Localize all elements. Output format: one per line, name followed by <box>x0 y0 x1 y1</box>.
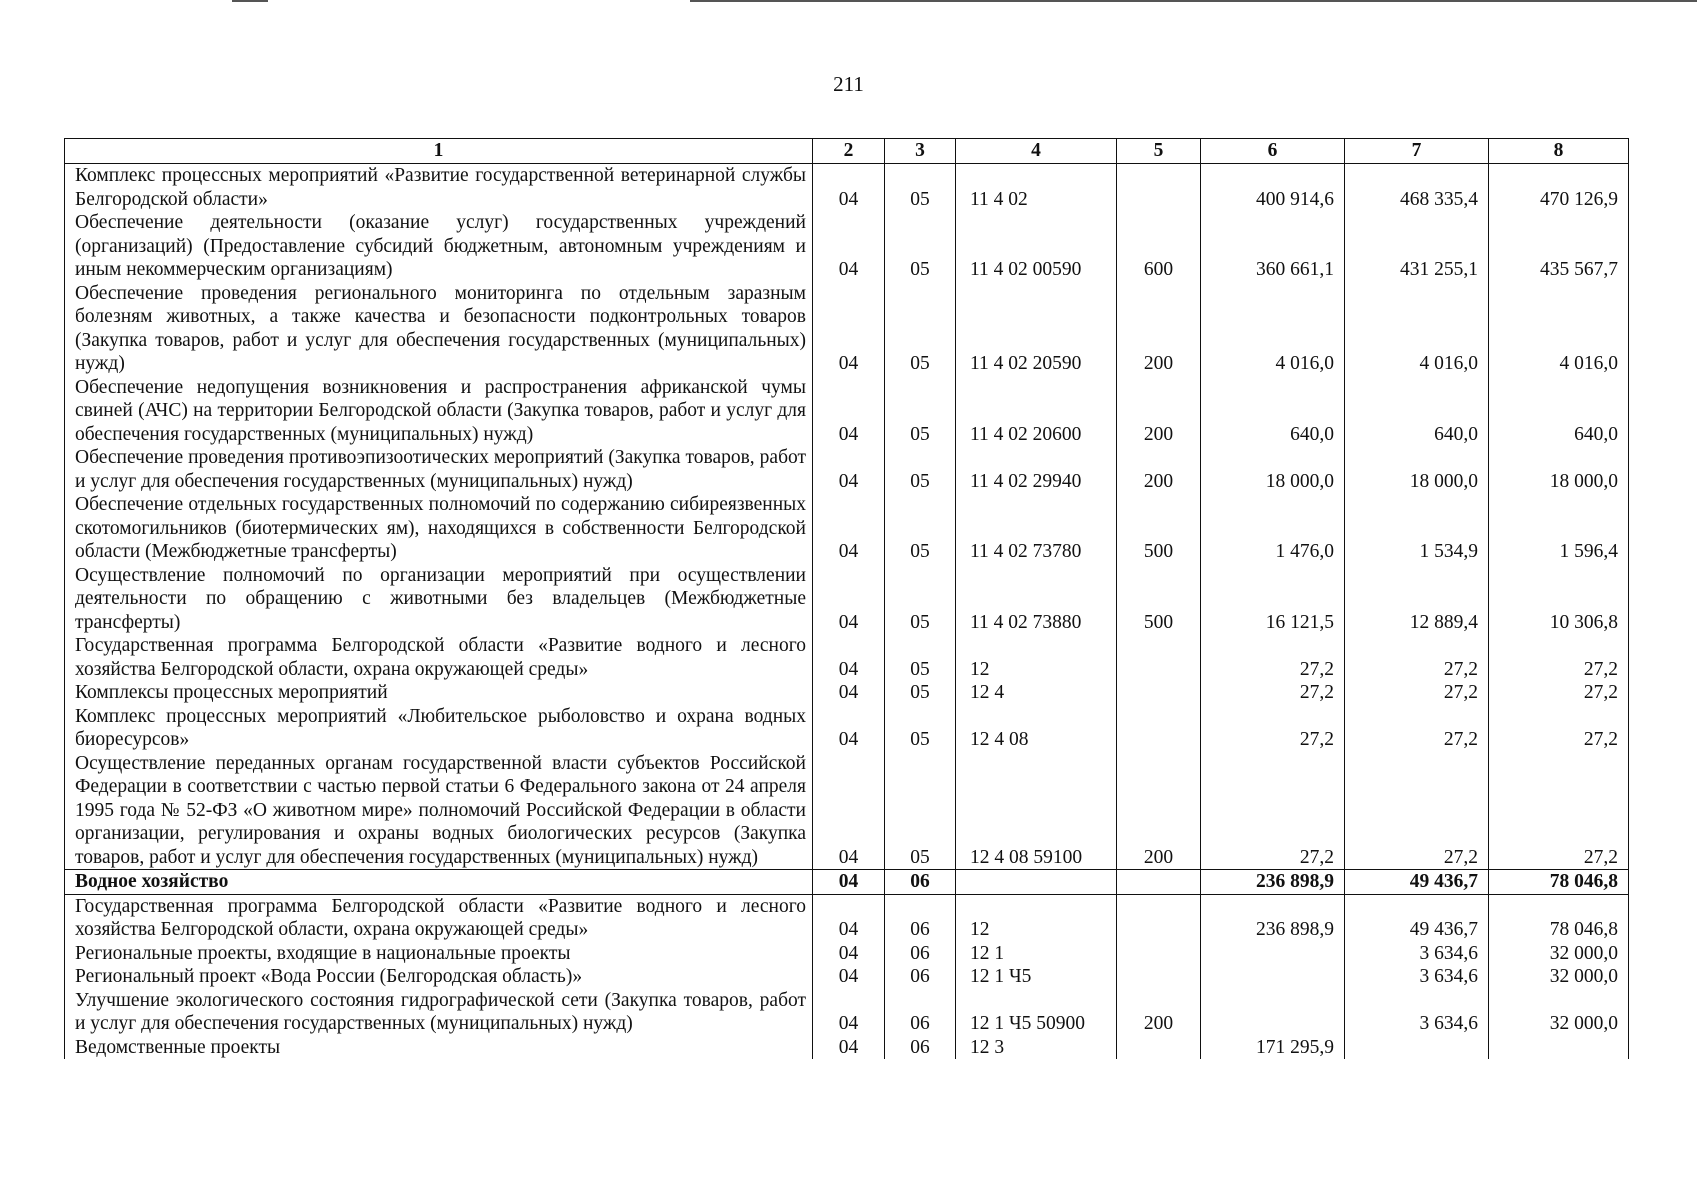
row-amount-col8: 10 306,8 <box>1489 564 1629 635</box>
row-section-code: 04 <box>813 211 885 282</box>
row-section-code: 04 <box>813 989 885 1036</box>
row-name: Обеспечение недопущения возникновения и распространения африканской чумы свиней (АЧС) на территории Белгородской области (Закупка товаров, работ и услуг для обеспечения государственных (муниципальных) нужд) <box>65 376 813 447</box>
row-section-code: 04 <box>813 376 885 447</box>
row-target-article: 12 <box>956 894 1117 942</box>
row-amount-col6: 16 121,5 <box>1201 564 1345 635</box>
row-amount-col7: 640,0 <box>1345 376 1489 447</box>
row-amount-col6: 360 661,1 <box>1201 211 1345 282</box>
row-expense-type: 200 <box>1117 989 1201 1036</box>
row-expense-type <box>1117 164 1201 212</box>
row-amount-col6: 27,2 <box>1201 634 1345 681</box>
row-amount-col8: 27,2 <box>1489 752 1629 870</box>
row-amount-col8: 32 000,0 <box>1489 989 1629 1036</box>
budget-table <box>64 138 1629 1059</box>
page-number: 211 <box>833 72 864 96</box>
row-expense-type <box>1117 894 1201 942</box>
row-section-code: 04 <box>813 681 885 705</box>
row-amount-col8: 78 046,8 <box>1489 870 1629 895</box>
row-name: Ведомственные проекты <box>65 1036 813 1060</box>
row-name: Осуществление полномочий по организации мероприятий при осуществлении деятельности по обращению с животными без владельцев (Межбюджетные трансферты) <box>65 564 813 635</box>
table-row <box>65 634 1629 681</box>
row-amount-col6: 236 898,9 <box>1201 894 1345 942</box>
row-amount-col8: 1 596,4 <box>1489 493 1629 564</box>
row-expense-type <box>1117 965 1201 989</box>
row-name: Комплекс процессных мероприятий «Развитие государственной ветеринарной службы Белгородской области» <box>65 164 813 212</box>
row-subsection-code: 05 <box>885 564 956 635</box>
row-subsection-code: 06 <box>885 942 956 966</box>
header-col-7: 7 <box>1345 139 1489 164</box>
row-name: Государственная программа Белгородской области «Развитие водного и лесного хозяйства Белгородской области, охрана окружающей среды» <box>65 894 813 942</box>
row-amount-col6: 640,0 <box>1201 376 1345 447</box>
row-subsection-code: 05 <box>885 282 956 376</box>
row-name: Комплекс процессных мероприятий «Любительское рыболовство и охрана водных биоресурсов» <box>65 705 813 752</box>
row-target-article <box>956 870 1117 895</box>
row-section-code: 04 <box>813 493 885 564</box>
row-name: Государственная программа Белгородской области «Развитие водного и лесного хозяйства Белгородской области, охрана окружающей среды» <box>65 634 813 681</box>
row-section-code: 04 <box>813 1036 885 1060</box>
row-name: Улучшение экологического состояния гидрографической сети (Закупка товаров, работ и услуг для обеспечения государственных (муниципальных) нужд) <box>65 989 813 1036</box>
row-expense-type <box>1117 634 1201 681</box>
row-target-article: 11 4 02 00590 <box>956 211 1117 282</box>
row-expense-type <box>1117 1036 1201 1060</box>
top-rule-left <box>232 0 268 2</box>
row-name: Обеспечение проведения регионального мониторинга по отдельным заразным болезням животных, а также качества и безопасности подконтрольных товаров (Закупка товаров, работ и услуг для обеспечения государственных (муниципальных) нужд) <box>65 282 813 376</box>
row-subsection-code: 06 <box>885 965 956 989</box>
row-expense-type <box>1117 870 1201 895</box>
header-col-2: 2 <box>813 139 885 164</box>
header-col-6: 6 <box>1201 139 1345 164</box>
row-subsection-code: 05 <box>885 752 956 870</box>
row-name: Обеспечение проведения противоэпизоотических мероприятий (Закупка товаров, работ и услуг для обеспечения государственных (муниципальных) нужд) <box>65 446 813 493</box>
row-expense-type <box>1117 942 1201 966</box>
top-rule-right <box>690 0 1697 2</box>
row-target-article: 12 1 <box>956 942 1117 966</box>
header-col-3: 3 <box>885 139 956 164</box>
row-name: Комплексы процессных мероприятий <box>65 681 813 705</box>
row-subsection-code: 05 <box>885 493 956 564</box>
row-section-code: 04 <box>813 164 885 212</box>
header-col-5: 5 <box>1117 139 1201 164</box>
table-row <box>65 989 1629 1036</box>
row-subsection-code: 05 <box>885 211 956 282</box>
row-name: Обеспечение отдельных государственных полномочий по содержанию сибиреязвенных скотомогильников (биотермических ям), находящихся в собственности Белгородской области (Межбюджетные трансферты) <box>65 493 813 564</box>
row-subsection-code: 05 <box>885 446 956 493</box>
row-subsection-code: 06 <box>885 870 956 895</box>
table-row <box>65 446 1629 493</box>
row-amount-col6: 27,2 <box>1201 752 1345 870</box>
row-expense-type <box>1117 681 1201 705</box>
row-amount-col7: 12 889,4 <box>1345 564 1489 635</box>
row-target-article: 11 4 02 20590 <box>956 282 1117 376</box>
table-row <box>65 564 1629 635</box>
row-section-code: 04 <box>813 564 885 635</box>
row-subsection-code: 06 <box>885 1036 956 1060</box>
row-amount-col8: 32 000,0 <box>1489 942 1629 966</box>
row-target-article: 12 1 Ч5 50900 <box>956 989 1117 1036</box>
row-name: Региональный проект «Вода России (Белгородская область)» <box>65 965 813 989</box>
header-col-1: 1 <box>65 139 813 164</box>
row-amount-col7: 1 534,9 <box>1345 493 1489 564</box>
row-amount-col7: 18 000,0 <box>1345 446 1489 493</box>
header-col-4: 4 <box>956 139 1117 164</box>
row-amount-col8: 27,2 <box>1489 681 1629 705</box>
table-row <box>65 1036 1629 1060</box>
row-amount-col7: 27,2 <box>1345 705 1489 752</box>
row-target-article: 12 4 <box>956 681 1117 705</box>
row-amount-col7: 3 634,6 <box>1345 942 1489 966</box>
row-amount-col8: 27,2 <box>1489 634 1629 681</box>
header-row <box>65 139 1629 164</box>
row-amount-col7: 3 634,6 <box>1345 989 1489 1036</box>
table-row <box>65 965 1629 989</box>
row-expense-type: 200 <box>1117 376 1201 447</box>
row-amount-col7: 431 255,1 <box>1345 211 1489 282</box>
row-name: Обеспечение деятельности (оказание услуг) государственных учреждений (организаций) (Предоставление субсидий бюджетным, автономным учреждениям и иным некоммерческим организациям) <box>65 211 813 282</box>
row-target-article: 12 4 08 <box>956 705 1117 752</box>
row-section-code: 04 <box>813 752 885 870</box>
row-amount-col7: 27,2 <box>1345 752 1489 870</box>
row-amount-col6 <box>1201 965 1345 989</box>
row-amount-col6: 4 016,0 <box>1201 282 1345 376</box>
row-subsection-code: 06 <box>885 989 956 1036</box>
table-row <box>65 493 1629 564</box>
row-name: Региональные проекты, входящие в национальные проекты <box>65 942 813 966</box>
table-row <box>65 211 1629 282</box>
row-amount-col6: 236 898,9 <box>1201 870 1345 895</box>
row-amount-col6: 27,2 <box>1201 681 1345 705</box>
row-target-article: 12 <box>956 634 1117 681</box>
row-target-article: 12 1 Ч5 <box>956 965 1117 989</box>
row-amount-col6: 171 295,9 <box>1201 1036 1345 1060</box>
table-row <box>65 681 1629 705</box>
table-row <box>65 752 1629 870</box>
row-subsection-code: 05 <box>885 634 956 681</box>
row-expense-type: 500 <box>1117 564 1201 635</box>
row-section-code: 04 <box>813 446 885 493</box>
header-col-8: 8 <box>1489 139 1629 164</box>
row-amount-col6: 400 914,6 <box>1201 164 1345 212</box>
row-section-code: 04 <box>813 965 885 989</box>
row-target-article: 11 4 02 73780 <box>956 493 1117 564</box>
row-amount-col6 <box>1201 989 1345 1036</box>
row-section-code: 04 <box>813 705 885 752</box>
row-expense-type <box>1117 705 1201 752</box>
row-amount-col8: 640,0 <box>1489 376 1629 447</box>
row-expense-type: 200 <box>1117 752 1201 870</box>
row-amount-col8: 470 126,9 <box>1489 164 1629 212</box>
row-amount-col7: 49 436,7 <box>1345 894 1489 942</box>
row-amount-col8 <box>1489 1036 1629 1060</box>
row-target-article: 11 4 02 20600 <box>956 376 1117 447</box>
row-amount-col7: 4 016,0 <box>1345 282 1489 376</box>
row-amount-col8: 4 016,0 <box>1489 282 1629 376</box>
table-row <box>65 164 1629 212</box>
row-expense-type: 600 <box>1117 211 1201 282</box>
table-row <box>65 376 1629 447</box>
table-body <box>65 164 1629 1060</box>
row-amount-col7: 27,2 <box>1345 634 1489 681</box>
row-target-article: 11 4 02 <box>956 164 1117 212</box>
section-row <box>65 870 1629 895</box>
row-amount-col8: 27,2 <box>1489 705 1629 752</box>
row-amount-col7 <box>1345 1036 1489 1060</box>
row-subsection-code: 05 <box>885 705 956 752</box>
row-subsection-code: 05 <box>885 376 956 447</box>
row-amount-col8: 18 000,0 <box>1489 446 1629 493</box>
table-row <box>65 705 1629 752</box>
row-amount-col6: 18 000,0 <box>1201 446 1345 493</box>
table-row <box>65 894 1629 942</box>
row-amount-col6: 27,2 <box>1201 705 1345 752</box>
row-section-code: 04 <box>813 634 885 681</box>
row-amount-col6 <box>1201 942 1345 966</box>
row-target-article: 12 3 <box>956 1036 1117 1060</box>
table-row <box>65 942 1629 966</box>
row-amount-col8: 78 046,8 <box>1489 894 1629 942</box>
row-subsection-code: 06 <box>885 894 956 942</box>
row-amount-col7: 468 335,4 <box>1345 164 1489 212</box>
row-amount-col8: 32 000,0 <box>1489 965 1629 989</box>
row-amount-col8: 435 567,7 <box>1489 211 1629 282</box>
row-amount-col6: 1 476,0 <box>1201 493 1345 564</box>
row-amount-col7: 3 634,6 <box>1345 965 1489 989</box>
row-expense-type: 500 <box>1117 493 1201 564</box>
row-subsection-code: 05 <box>885 681 956 705</box>
row-expense-type: 200 <box>1117 446 1201 493</box>
row-section-code: 04 <box>813 894 885 942</box>
row-subsection-code: 05 <box>885 164 956 212</box>
table-row <box>65 282 1629 376</box>
row-amount-col7: 27,2 <box>1345 681 1489 705</box>
row-target-article: 11 4 02 29940 <box>956 446 1117 493</box>
row-section-code: 04 <box>813 282 885 376</box>
row-section-code: 04 <box>813 942 885 966</box>
row-target-article: 12 4 08 59100 <box>956 752 1117 870</box>
row-name: Осуществление переданных органам государственной власти субъектов Российской Федерации в соответствии с частью первой статьи 6 Федерального закона от 24 апреля 1995 года № 52-ФЗ «О животном мире» полномочий Российской Федерации в области организации, регулирования и охраны водных биологических ресурсов (Закупка товаров, работ и услуг для обеспечения государственных (муниципальных) нужд) <box>65 752 813 870</box>
row-amount-col7: 49 436,7 <box>1345 870 1489 895</box>
row-section-code: 04 <box>813 870 885 895</box>
row-expense-type: 200 <box>1117 282 1201 376</box>
row-name: Водное хозяйство <box>65 870 813 895</box>
row-target-article: 11 4 02 73880 <box>956 564 1117 635</box>
